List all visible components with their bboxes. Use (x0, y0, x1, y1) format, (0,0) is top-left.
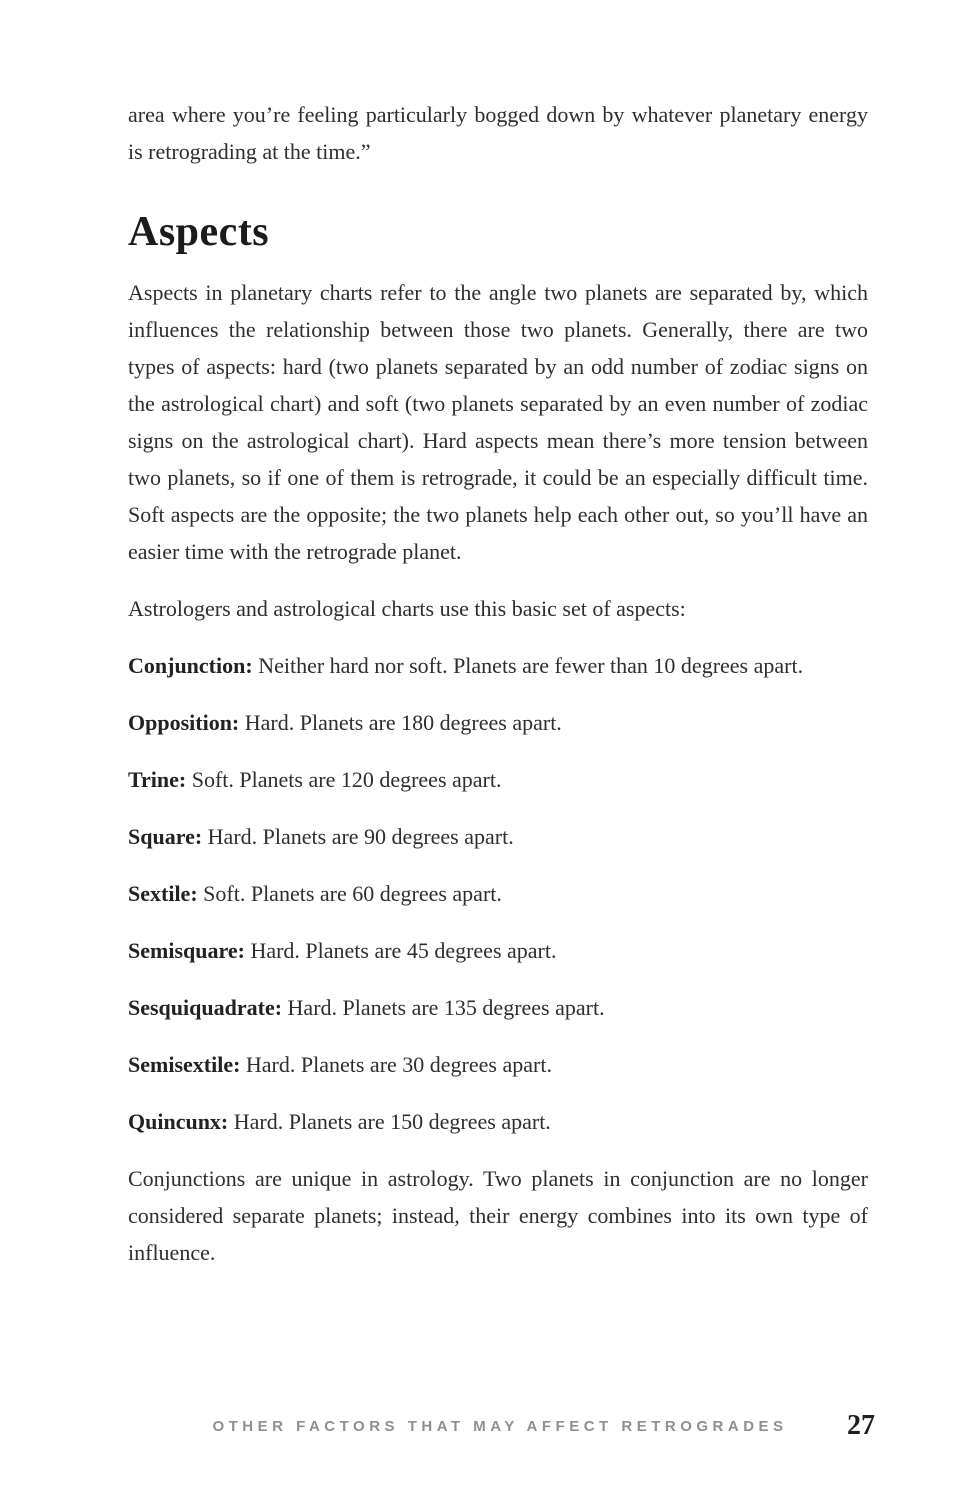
aspect-term: Quincunx: (128, 1109, 229, 1135)
aspect-description: Hard. Planets are 90 degrees apart. (207, 824, 514, 850)
aspect-definition-sesquiquadrate (128, 989, 868, 1026)
aspect-definition-opposition (128, 704, 868, 741)
aspect-description: Hard. Planets are 45 degrees apart. (250, 938, 557, 964)
aspect-term: Semisquare: (128, 938, 245, 964)
aspect-definition-semisquare (128, 932, 868, 969)
page-number: 27 (847, 1410, 875, 1441)
aspect-definition-quincunx (128, 1103, 868, 1140)
aspect-term: Square: (128, 824, 203, 850)
aspect-definition-conjunction (128, 647, 868, 684)
aspect-definition-square (128, 818, 868, 855)
aspect-description: Hard. Planets are 30 degrees apart. (245, 1052, 552, 1078)
aspects-list-intro: Astrologers and astrological charts use this basic set of aspects: (128, 596, 686, 622)
aspect-definition-semisextile (128, 1046, 868, 1083)
intro-continuation-paragraph: area where you’re feeling particularly bogged down by whatever planetary energy is retrograding at the time.” (128, 102, 868, 164)
aspect-definition-trine (128, 761, 868, 798)
closing-paragraph: Conjunctions are unique in astrology. Two planets in conjunction are no longer considered separate planets; instead, their energy combines into its own type of influence. (128, 1166, 868, 1266)
aspect-term: Opposition: (128, 710, 240, 736)
aspect-definition-sextile (128, 875, 868, 912)
page-content (128, 0, 868, 1271)
aspect-description: Soft. Planets are 120 degrees apart. (191, 767, 502, 793)
aspect-description: Soft. Planets are 60 degrees apart. (203, 881, 502, 907)
section-heading: Aspects (128, 209, 270, 255)
aspect-term: Sesquiquadrate: (128, 995, 283, 1021)
aspect-description: Hard. Planets are 150 degrees apart. (233, 1109, 551, 1135)
page-footer (0, 1410, 970, 1454)
aspect-description: Hard. Planets are 135 degrees apart. (287, 995, 605, 1021)
aspect-description: Neither hard nor soft. Planets are fewer than 10 degrees apart. (258, 653, 804, 679)
running-head: OTHER FACTORS THAT MAY AFFECT RETROGRADES (212, 1418, 788, 1435)
aspect-term: Trine: (128, 767, 187, 793)
aspect-term: Conjunction: (128, 653, 253, 679)
aspect-term: Semisextile: (128, 1052, 241, 1078)
aspect-description: Hard. Planets are 180 degrees apart. (244, 710, 562, 736)
aspect-term: Sextile: (128, 881, 198, 907)
section-body-paragraph: Aspects in planetary charts refer to the angle two planets are separated by, which influences the relationship between those two planets. Generally, there are two types of aspects: hard (two planets separated by an odd number of zodiac signs on the astrological chart) and soft (two planets separated by an even number of zodiac signs on the astrological chart). Hard aspects mean there’s more tension between two planets, so if one of them is retrograde, it could be an especially difficult time. Soft aspects are the opposite; the two planets help each other out, so you’ll have an easier time with the retrograde planet. (128, 280, 868, 565)
